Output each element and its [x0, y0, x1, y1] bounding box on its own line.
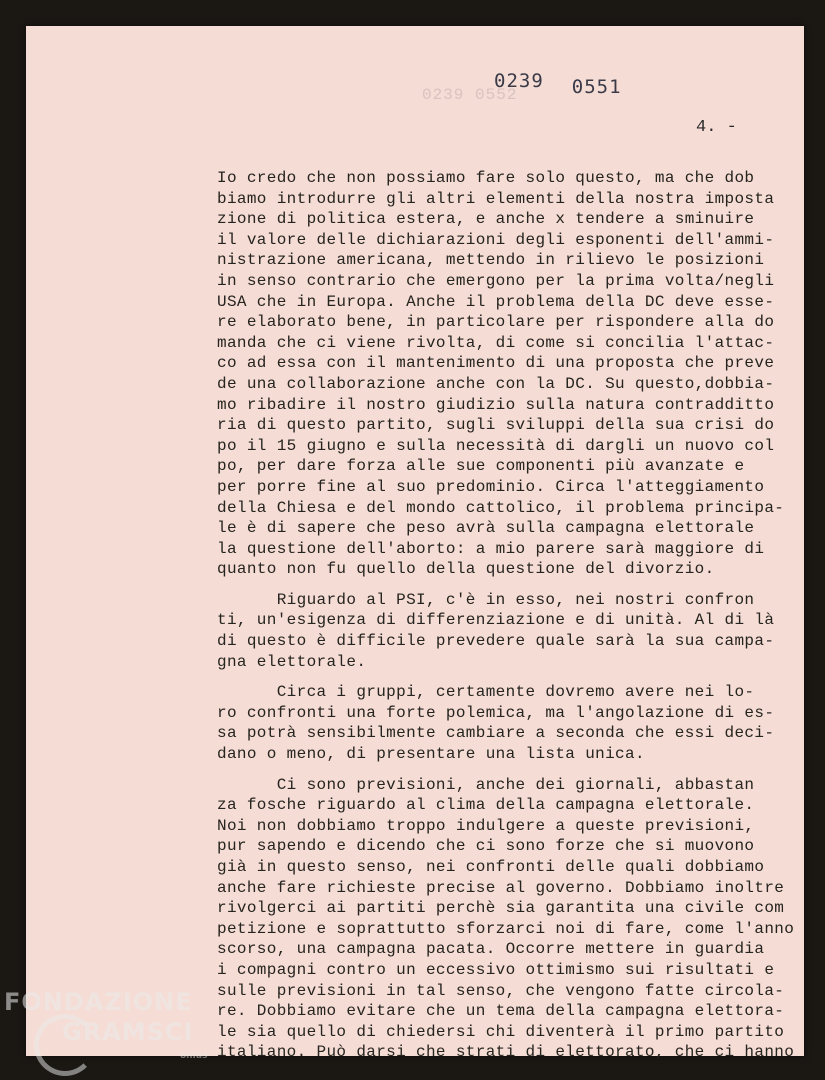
text-line: Io credo che non possiamo fare solo questo, ma che dob	[217, 169, 755, 187]
text-line: il valore delle dichiarazioni degli esponenti dell'ammi-	[217, 230, 775, 249]
text-line: ti, un'esigenza di differenziazione e di unità. Al di là	[217, 611, 775, 630]
text-line: petizione e soprattutto sforzarci noi di fare, come l'anno	[217, 919, 795, 938]
text-line: re elaborato bene, in particolare per rispondere alla do	[217, 313, 775, 332]
text-line: de una collaborazione anche con la DC. Su questo,dobbia-	[217, 374, 775, 393]
text-line: manda che ci viene rivolta, di come si concilia l'attac-	[217, 333, 775, 352]
text-line: gna elettorale.	[217, 652, 367, 671]
text-line: sulle previsioni in tal senso, che vengono fatte circola-	[217, 981, 785, 1000]
text-line: le è di sapere che peso avrà sulla campagna elettorale	[217, 519, 755, 538]
text-line: in senso contrario che emergono per la prima volta/negli	[217, 271, 775, 290]
archive-number-1: 0239	[494, 70, 544, 92]
text-line: za fosche riguardo al clima della campagna elettorale.	[217, 796, 755, 815]
watermark-line-1: FONDAZIONE	[4, 988, 193, 1016]
watermark-line-2: GRAMSCI	[62, 1018, 194, 1046]
text-line: co ad essa con il mantenimento di una proposta che preve	[217, 354, 775, 373]
text-line: dano o meno, di presentare una lista unica.	[217, 745, 645, 764]
text-line: ro confronti una forte polemica, ma l'angolazione di es-	[217, 703, 775, 722]
text-line: sa potrà sensibilmente cambiare a seconda che essi deci-	[217, 724, 775, 743]
text-line: di questo è difficile prevedere quale sarà la sua campa-	[217, 632, 775, 651]
text-line: italiano. Può darsi che strati di elettorato, che ci hanno	[217, 1043, 795, 1062]
paragraph	[217, 775, 795, 1063]
text-line: scorso, una campagna pacata. Occorre mettere in guardia	[217, 940, 765, 959]
page-number: 4. -	[696, 118, 737, 137]
text-line: ria di questo partito, sugli sviluppi della sua crisi do	[217, 416, 775, 435]
text-line: re. Dobbiamo evitare che un tema della campagna elettora-	[217, 1002, 785, 1021]
text-line: anche fare richieste precise al governo. Dobbiamo inoltre	[217, 878, 785, 897]
text-line: biamo introdurre gli altri elementi della nostra imposta	[217, 189, 775, 208]
paragraph	[217, 682, 777, 764]
text-line: rivolgerci ai partiti perchè sia garantita una civile com	[217, 899, 785, 918]
text-line: le sia quello di chiedersi chi diventerà il primo partito	[217, 1022, 785, 1041]
archive-number-2: 0551	[571, 76, 622, 98]
text-line: Ci sono previsioni, anche dei giornali, abbastan	[217, 775, 755, 794]
gramsci-logo-icon	[34, 1014, 96, 1076]
text-line: po, per dare forza alle sue componenti più avanzate e	[217, 457, 745, 476]
watermark-line-3: onlus	[180, 1051, 208, 1061]
text-line: USA che in Europa. Anche il problema della DC deve esse-	[217, 292, 775, 311]
text-line: po il 15 giugno e sulla necessità di dargli un nuovo col	[217, 436, 775, 455]
text-line: pur sapendo e dicendo che ci sono forze che si muovono	[217, 837, 755, 856]
text-line: zione di politica estera, e anche x tendere a sminuire	[217, 210, 755, 229]
text-line: quanto non fu quello della questione del divorzio.	[217, 560, 715, 579]
text-line: già in questo senso, nei confronti delle quali dobbiamo	[217, 858, 765, 876]
typed-letter-body	[217, 168, 795, 1073]
text-line: nistrazione americana, mettendo in rilievo le posizioni	[217, 251, 765, 270]
text-line: Noi non dobbiamo troppo indulgere a queste previsioni,	[217, 816, 755, 835]
paragraph	[217, 168, 785, 580]
text-line: per porre fine al suo predominio. Circa l'atteggiamento	[217, 477, 765, 496]
paragraph	[217, 590, 777, 672]
text-line: mo ribadire il nostro giudizio sulla natura contradditto	[217, 395, 775, 414]
text-line: Circa i gruppi, certamente dovremo avere nei lo-	[217, 683, 755, 702]
text-line: della Chiesa e del mondo cattolico, il problema principa-	[217, 498, 785, 517]
fondazione-gramsci-watermark	[4, 988, 208, 1061]
text-line: la questione dell'aborto: a mio parere sarà maggiore di	[217, 539, 765, 558]
text-line: i compagni contro un eccessivo ottimismo sui risultati e	[217, 960, 775, 979]
archive-numbers	[494, 70, 622, 98]
ghost-archive-number: 0239 0552	[422, 86, 518, 104]
text-line: Riguardo al PSI, c'è in esso, nei nostri confron	[217, 590, 755, 609]
